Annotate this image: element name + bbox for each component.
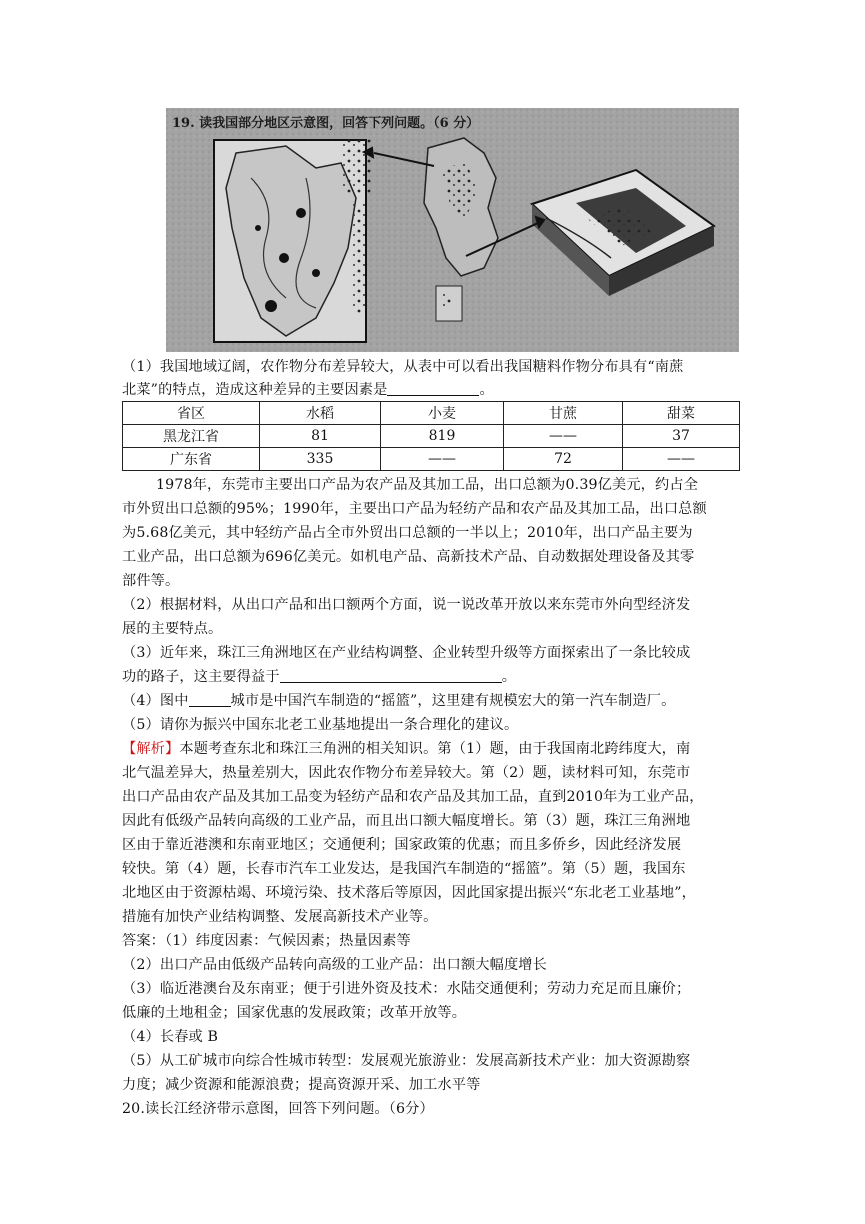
table-cell: —— xyxy=(381,448,504,471)
analysis-tag: 【解析】 xyxy=(122,741,180,757)
analysis-text: 本题考查东北和珠江三角洲的相关知识。第（1）题，由于我国南北跨纬度大，南 xyxy=(179,741,691,757)
table-header-cell: 省区 xyxy=(123,402,260,425)
q1-line-1: （1）我国地域辽阔，农作物分布差异较大，从表中可以看出我国糖料作物分布具有“南蔗 xyxy=(122,359,684,375)
answer-line: （4）长春或 B xyxy=(122,1029,219,1045)
answer-line: （3）临近港澳台及东南亚；便于引进外资及技术：水陆交通便利；劳动力充足而且廉价； xyxy=(122,981,691,997)
table-header-row xyxy=(123,402,740,425)
material-line: 1978年，东莞市主要出口产品为农产品及其加工品，出口总额为0.39亿美元，约占全 xyxy=(156,477,699,493)
analysis-line: 较快。第（4）题，长春市汽车工业发达，是我国汽车制造的“摇篮”。第（5）题，我国东 xyxy=(122,861,686,877)
q5-line: （5）请你为振兴中国东北老工业基地提出一条合理化的建议。 xyxy=(122,717,519,733)
table-header-cell: 甘蔗 xyxy=(504,402,623,425)
q1-text: 北菜”的特点，造成这种差异的主要因素是 xyxy=(122,382,388,398)
q4-answer-blank xyxy=(189,691,231,707)
material-line: 部件等。 xyxy=(122,573,180,589)
table-cell: 335 xyxy=(260,448,381,471)
material-line: 市外贸出口总额的95%；1990年，主要出口产品为轻纺产品和农产品及其加工品，出口总额 xyxy=(122,501,707,517)
material-line: 工业产品，出口总额为696亿美元。如机电产品、高新技术产品、自动数据处理设备及其零 xyxy=(122,549,695,565)
analysis-line: 因此有低级产品转向高级的工业产品，而且出口额大幅度增长。第（3）题，珠江三角洲地 xyxy=(122,813,691,829)
material-line: 为5.68亿美元，其中轻纺产品占全市外贸出口总额的一半以上；2010年，出口产品主要为 xyxy=(122,525,693,541)
analysis-line: 北地区由于资源枯竭、环境污染、技术落后等原因，因此国家提出振兴“东北老工业基地”， xyxy=(122,885,696,901)
answer-line: 力度；减少资源和能源浪费；提高资源开采、加工水平等 xyxy=(122,1077,481,1093)
table-cell: —— xyxy=(504,425,623,448)
q20-heading: 20.读长江经济带示意图，回答下列问题。（6分） xyxy=(122,1101,434,1117)
map-illustration xyxy=(166,108,739,352)
q4-text-b: 城市是中国汽车制造的“摇篮”，这里建有规模宏大的第一汽车制造厂。 xyxy=(230,693,676,709)
figure-title: 19. 读我国部分地区示意图，回答下列问题。（6 分） xyxy=(172,116,480,131)
table-cell: 72 xyxy=(504,448,623,471)
q2-line: （2）根据材料，从出口产品和出口额两个方面，说一说改革开放以来东莞市外向型经济发 xyxy=(122,597,691,613)
q1-line-2 xyxy=(122,378,494,402)
table-row xyxy=(123,425,740,448)
analysis-line: 北气温差异大，热量差别大，因此农作物分布差异较大。第（2）题，读材料可知，东莞市 xyxy=(122,765,691,781)
table-cell: —— xyxy=(623,448,740,471)
table-header-cell: 水稻 xyxy=(260,402,381,425)
table-cell: 黑龙江省 xyxy=(123,425,260,448)
q4-line xyxy=(122,689,675,713)
q3-line-1: （3）近年来，珠江三角洲地区在产业结构调整、企业转型升级等方面探索出了一条比较成 xyxy=(122,645,691,661)
northeast-map xyxy=(214,138,371,342)
q1-answer-blank xyxy=(387,380,479,396)
answer-line: （2）出口产品由低级产品转向高级的工业产品：出口额大幅度增长 xyxy=(122,957,547,973)
answer-line: 低廉的土地租金；国家优惠的发展政策；改革开放等。 xyxy=(122,1005,467,1021)
answer-line: 答案：（1）纬度因素：气候因素；热量因素等 xyxy=(122,933,411,949)
analysis-line: 措施有加快产业结构调整、发展高新技术产业等。 xyxy=(122,909,438,925)
q2-line: 展的主要特点。 xyxy=(122,621,223,637)
table-cell: 819 xyxy=(381,425,504,448)
answer-line: （5）从工矿城市向综合性城市转型：发展观光旅游业：发展高新技术产业：加大资源勘察 xyxy=(122,1053,691,1069)
analysis-line xyxy=(122,737,690,761)
crop-table xyxy=(122,401,740,471)
q3-line-2 xyxy=(122,665,516,689)
table-header-cell: 小麦 xyxy=(381,402,504,425)
table-cell: 广东省 xyxy=(123,448,260,471)
q4-text-a: （4）图中 xyxy=(122,693,189,709)
analysis-line: 出口产品由农产品及其加工品变为轻纺产品和农产品及其加工品，直到2010年为工业产品， xyxy=(122,789,704,805)
q3-answer-blank xyxy=(280,667,502,683)
table-row xyxy=(123,448,740,471)
analysis-line: 区由于靠近港澳和东南亚地区；交通便利；国家政策的优惠；而且多侨乡，因此经济发展 xyxy=(122,837,682,853)
q3-period: 。 xyxy=(501,669,517,685)
table-header-cell: 甜菜 xyxy=(623,402,740,425)
table-cell: 81 xyxy=(260,425,381,448)
q3-text: 功的路子，这主要得益于 xyxy=(122,669,280,685)
q1-period: 。 xyxy=(479,382,494,398)
map-figure-image xyxy=(166,108,739,352)
table-cell: 37 xyxy=(623,425,740,448)
